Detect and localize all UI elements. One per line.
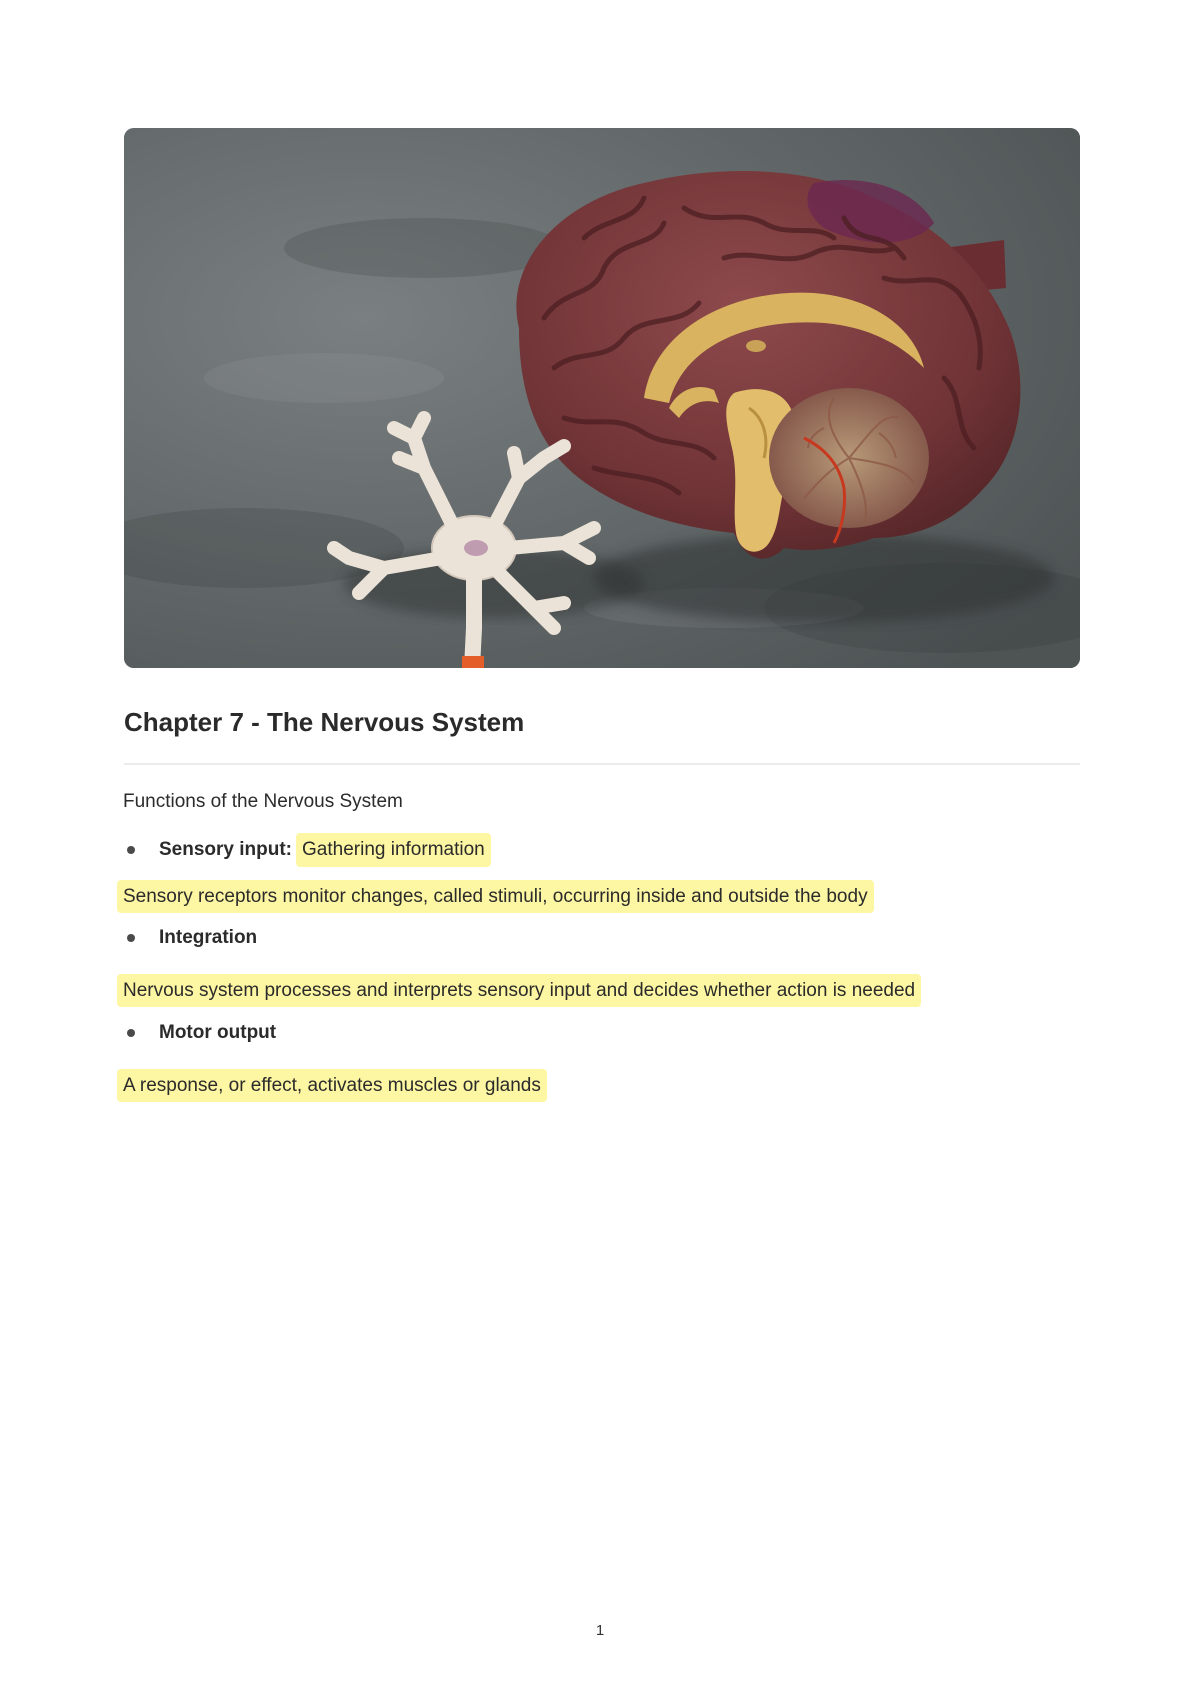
bullet-item-motor-output bbox=[124, 1022, 276, 1044]
bullet-label: Motor output bbox=[159, 1022, 277, 1043]
bullet-icon bbox=[127, 934, 135, 942]
bullet-icon bbox=[127, 1029, 135, 1037]
page-number: 1 bbox=[595, 1622, 605, 1639]
highlighted-text: Gathering information bbox=[296, 833, 491, 867]
item-description bbox=[117, 980, 921, 1002]
section-heading: Functions of the Nervous System bbox=[123, 791, 403, 812]
bullet-icon bbox=[127, 846, 135, 854]
highlighted-text: Sensory receptors monitor changes, called stimuli, occurring inside and outside the body bbox=[117, 880, 874, 913]
bullet-item-sensory-input bbox=[124, 833, 491, 867]
cover-image bbox=[124, 128, 1080, 668]
brain-model-illustration bbox=[124, 128, 1080, 668]
highlighted-text: A response, or effect, activates muscles or glands bbox=[117, 1069, 547, 1102]
page-title: Chapter 7 - The Nervous System bbox=[124, 707, 525, 737]
highlighted-text: Nervous system processes and interprets sensory input and decides whether action is needed bbox=[117, 974, 921, 1007]
bullet-item-integration bbox=[124, 927, 257, 949]
item-description bbox=[117, 1075, 547, 1097]
bullet-label: Sensory input: bbox=[159, 839, 293, 860]
bullet-label: Integration bbox=[159, 927, 258, 948]
title-divider bbox=[124, 763, 1080, 765]
item-description bbox=[117, 886, 874, 908]
